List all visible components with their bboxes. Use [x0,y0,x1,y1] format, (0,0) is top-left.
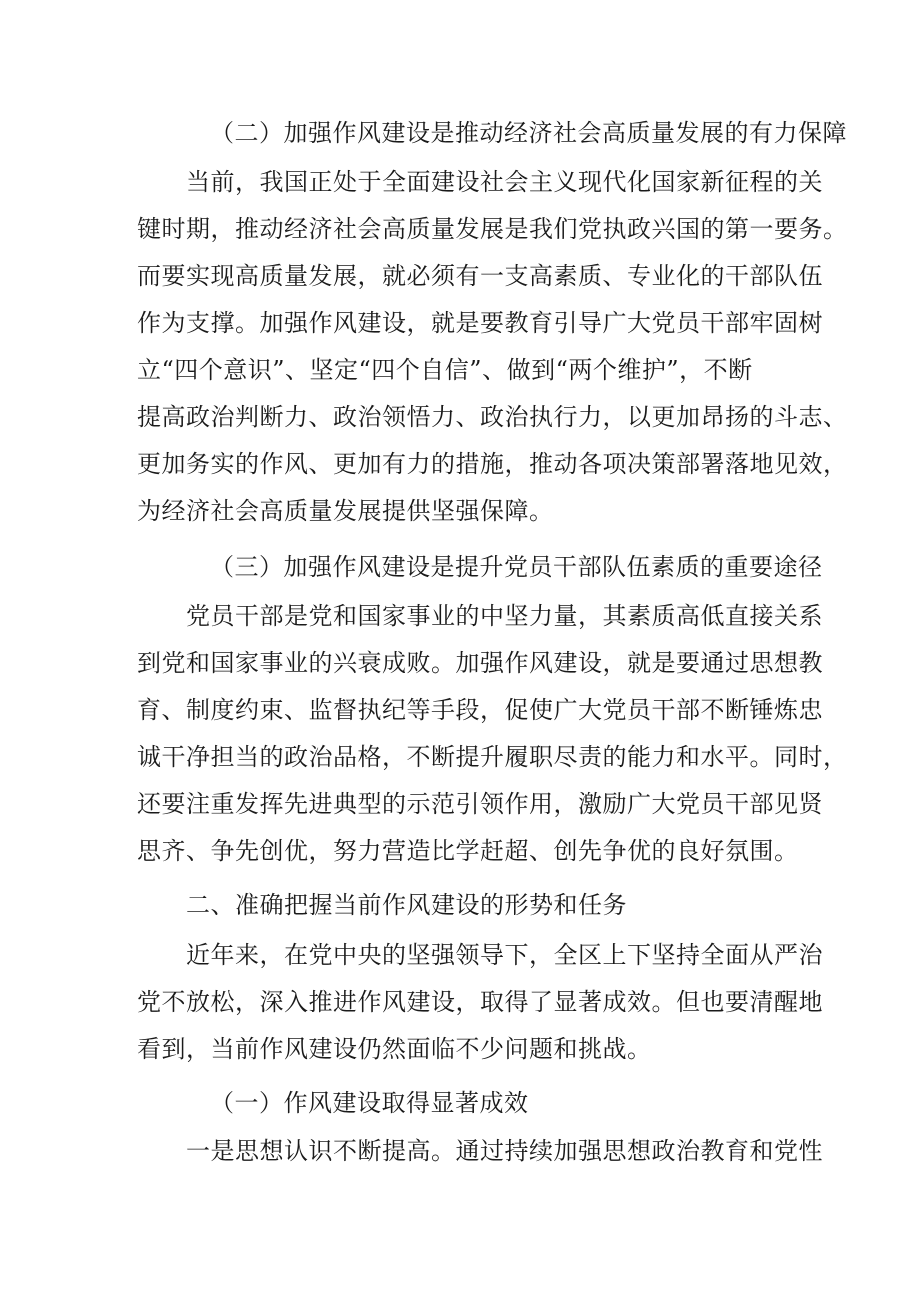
paragraph-2-line-6: 思齐、争先创优，努力营造比学赶超、创先争优的良好氛围。 [137,837,799,865]
paragraph-3-line-2: 党不放松，深入推进作风建设，取得了显著成效。但也要清醒地 [137,988,823,1016]
paragraph-2-line-5: 还要注重发挥先进典型的示范引领作用，激励广大党员干部见贤 [137,790,823,818]
paragraph-4-line-1: 一是思想认识不断提高。通过持续加强思想政治教育和党性 [186,1137,823,1165]
paragraph-1-line-8: 为经济社会高质量发展提供坚强保障。 [137,497,554,525]
paragraph-3-line-1: 近年来，在党中央的坚强领导下，全区上下坚持全面从严治 [186,941,823,969]
paragraph-1-line-1: 当前，我国正处于全面建设社会主义现代化国家新征程的关 [186,168,823,196]
paragraph-2-line-1: 党员干部是党和国家事业的中坚力量，其素质高低直接关系 [186,602,823,630]
paragraph-1-line-5: 立“四个意识”、坚定“四个自信”、做到“两个维护”，不断 [137,356,753,384]
paragraph-1-line-3: 而要实现高质量发展，就必须有一支高素质、专业化的干部队伍 [137,262,823,290]
subheading-3: （三）加强作风建设是提升党员干部队伍素质的重要途径 [210,553,823,581]
paragraph-2-line-3: 育、制度约束、监督执纪等手段，促使广大党员干部不断锤炼忠 [137,696,823,724]
subheading-2: （二）加强作风建设是推动经济社会高质量发展的有力保障 [210,119,847,147]
paragraph-3-line-3: 看到，当前作风建设仍然面临不少问题和挑战。 [137,1035,652,1063]
paragraph-1-line-7: 更加务实的作风、更加有力的措施，推动各项决策部署落地见效， [137,450,848,478]
paragraph-1-line-2: 键时期，推动经济社会高质量发展是我们党执政兴国的第一要务。 [137,215,848,243]
paragraph-1-line-6: 提高政治判断力、政治领悟力、政治执行力，以更加昂扬的斗志、 [137,403,848,431]
paragraph-1-line-4: 作为支撑。加强作风建设，就是要教育引导广大党员干部牢固树 [137,309,823,337]
paragraph-2-line-2: 到党和国家事业的兴衰成败。加强作风建设，就是要通过思想教 [137,649,823,677]
paragraph-2-line-4: 诚干净担当的政治品格，不断提升履职尽责的能力和水平。同时， [137,743,848,771]
section-heading-2: 二、准确把握当前作风建设的形势和任务 [186,891,627,919]
subheading-4: （一）作风建设取得显著成效 [210,1089,529,1117]
